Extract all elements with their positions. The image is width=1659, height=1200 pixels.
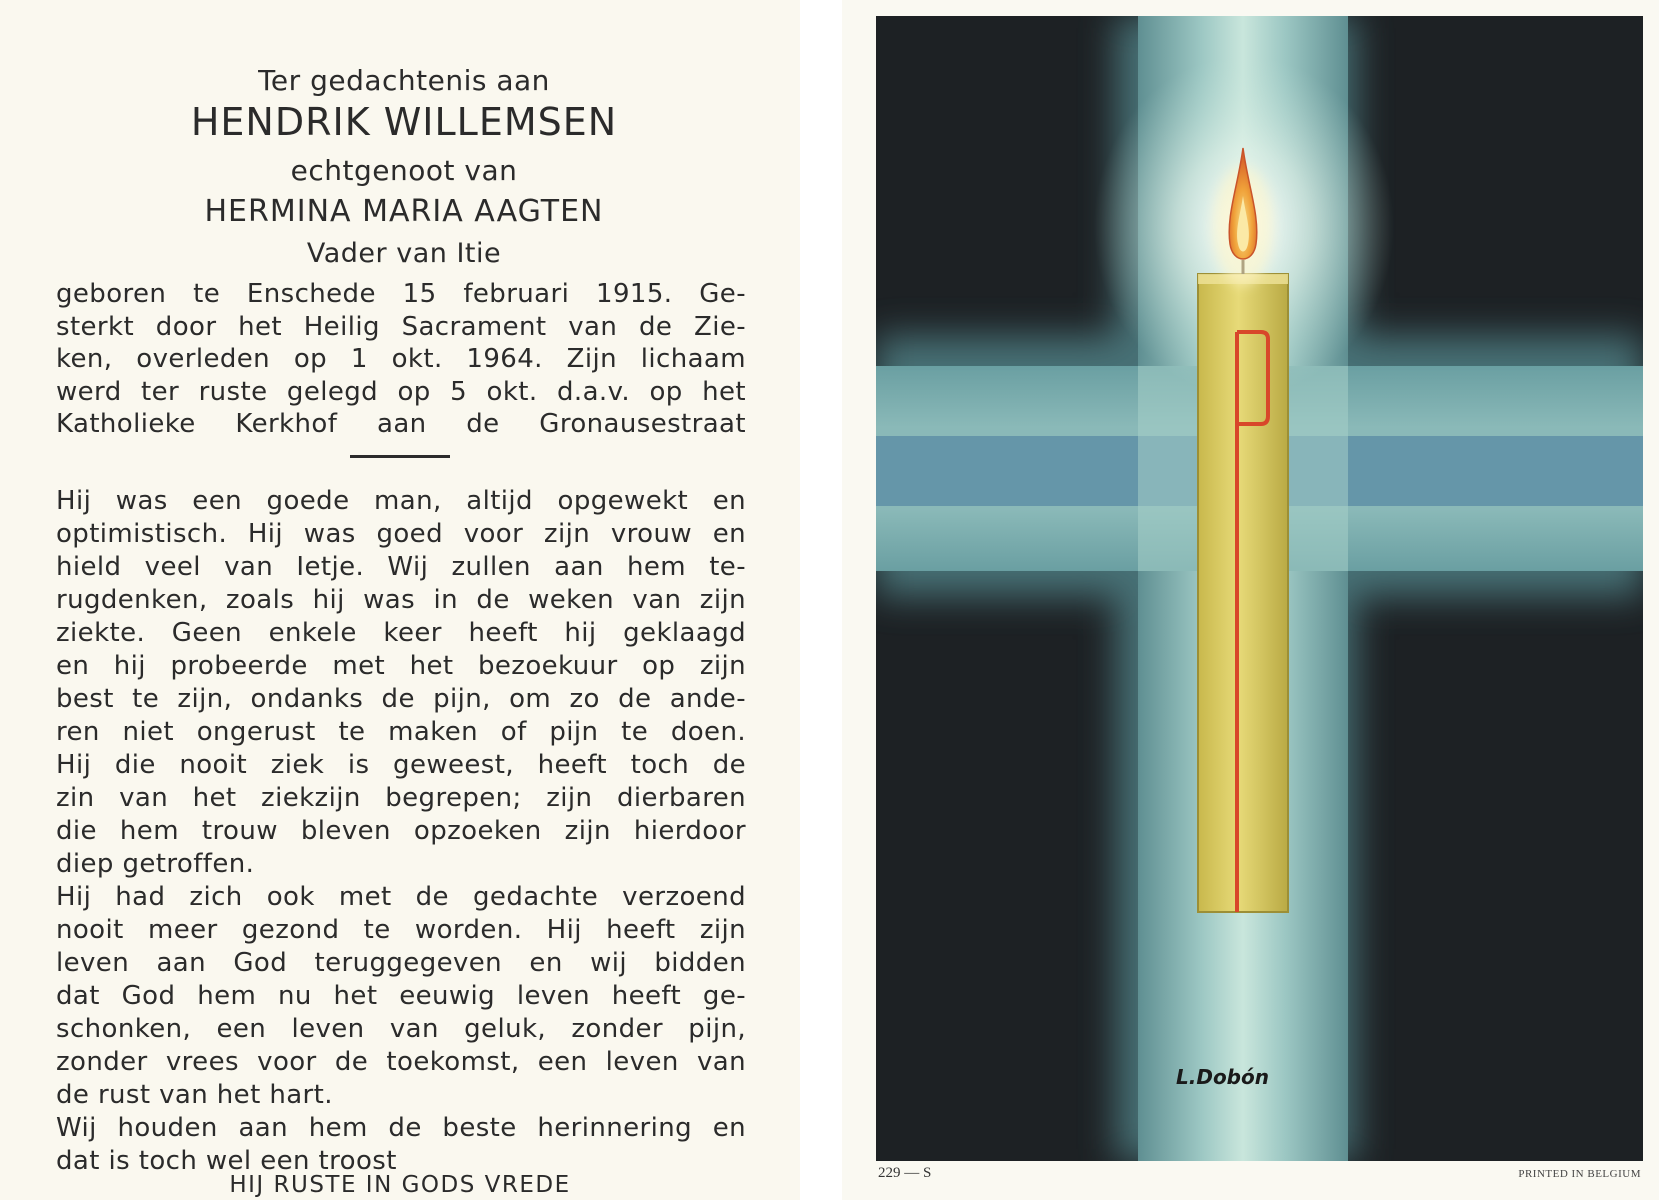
remembrance-line: die hem trouw bleven opzoeken zijn hierdoor [56, 816, 746, 846]
remembrance-line: Hij was een goede man, altijd opgewekt en [56, 486, 746, 516]
remembrance-line: ziekte. Geen enkele keer heeft hij geklaagd [56, 618, 746, 648]
remembrance-line: dat is toch wel een troost [56, 1146, 397, 1176]
remembrance-line: optimistisch. Hij was goed voor zijn vrouw en [56, 519, 746, 549]
memorial-picture-card [842, 0, 1659, 1200]
divider-line [350, 455, 450, 458]
remembrance-line: dat God hem nu het eeuwig leven heeft ge- [56, 981, 746, 1011]
biography-line: Katholieke Kerkhof aan de Gronausestraat [56, 409, 746, 439]
remembrance-line: best te zijn, ondanks de pijn, om zo de ande- [56, 684, 746, 714]
header-spouse-intro: echtgenoot van [290, 154, 518, 187]
memorial-text-card [0, 0, 800, 1200]
biography-line: werd ter ruste gelegd op 5 okt. d.a.v. op het [56, 376, 746, 407]
remembrance-line: leven aan God teruggegeven en wij bidden [56, 948, 746, 978]
spouse-name: HERMINA MARIA AAGTEN [204, 194, 604, 229]
closing-line: HIJ RUSTE IN GODS VREDE [229, 1172, 571, 1198]
cross-candle-artwork [876, 16, 1643, 1161]
remembrance-line: Hij had zich ook met de gedachte verzoend [56, 882, 746, 912]
deceased-name: HENDRIK WILLEMSEN [190, 100, 618, 144]
remembrance-line: Hij die nooit ziek is geweest, heeft toch de [56, 750, 746, 780]
remembrance-line: diep getroffen. [56, 849, 255, 879]
remembrance-line: en hij probeerde met het bezoekuur op zijn [56, 651, 746, 681]
remembrance-line: schonken, een leven van geluk, zonder pijn, [56, 1014, 746, 1044]
artist-signature: L.Dobón [1176, 1065, 1269, 1089]
remembrance-line: ren niet ongerust te maken of pijn te doen. [56, 717, 746, 747]
biography-line: ken, overleden op 1 okt. 1964. Zijn lichaam [56, 344, 746, 374]
remembrance-line: zonder vrees voor de toekomst, een leven van [56, 1047, 746, 1077]
candle [1198, 274, 1288, 912]
header-dedication: Ter gedachtenis aan [258, 64, 550, 97]
remembrance-line: Wij houden aan hem de beste herinnering en [56, 1113, 746, 1143]
printed-in-label: PRINTED IN BELGIUM [1518, 1168, 1641, 1180]
remembrance-paragraph [56, 485, 746, 1178]
card-number: 229 — S [878, 1165, 932, 1181]
remembrance-line: nooit meer gezond te worden. Hij heeft zijn [56, 915, 746, 945]
header-father-of: Vader van Itie [306, 238, 502, 269]
biography-paragraph [56, 278, 746, 441]
remembrance-line: rugdenken, zoals hij was in de weken van zijn [56, 585, 746, 615]
card-gap [800, 0, 842, 1200]
remembrance-line: zin van het ziekzijn begrepen; zijn dierbaren [56, 783, 746, 813]
biography-line: sterkt door het Heilig Sacrament van de Zie- [56, 311, 746, 342]
remembrance-line: de rust van het hart. [56, 1080, 333, 1110]
biography-line: geboren te Enschede 15 februari 1915. Ge- [56, 279, 746, 309]
remembrance-line: hield veel van Ietje. Wij zullen aan hem te- [56, 552, 746, 582]
